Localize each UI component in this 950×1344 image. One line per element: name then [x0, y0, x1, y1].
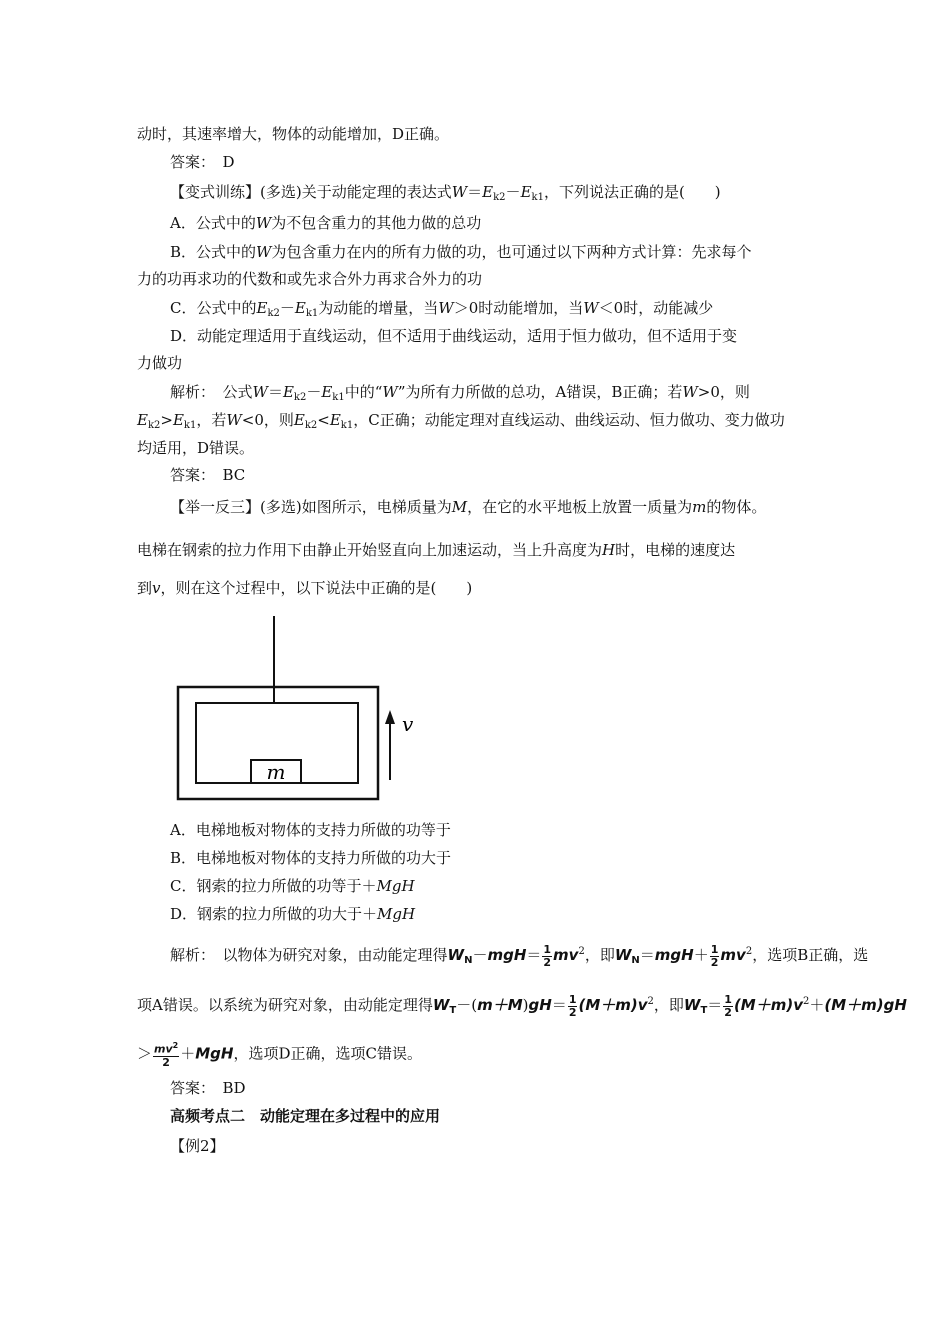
- variant-question: 【变式训练】(多选)关于动能定理的表达式$W=E_{k2}-E_{k1}$，下列说法正确的是( ): [170, 183, 721, 203]
- fraction: $\frac{1}{2}$: [710, 942, 719, 969]
- choice-c: C．钢索的拉力所做的功等于＋MgH: [170, 877, 415, 895]
- explanation-line: 均适用，D错误。: [137, 439, 255, 457]
- velocity-arrow-head: [385, 710, 395, 724]
- explanation-line: 解析： 公式$W=E_{k2}-E_{k1}$中的“W”为所有力所做的总功，A错误，B正确；若W>0，则: [170, 383, 750, 403]
- solution-line: ＞ $\frac{mv^2}{2}$ ＋MgH，选项D正确，选项C错误。: [137, 1041, 422, 1069]
- choice-a: A．电梯地板对物体的支持力所做的功等于: [170, 821, 451, 839]
- fraction: $\frac{1}{2}$: [543, 942, 552, 969]
- option-d: D．动能定理适用于直线运动，但不适用于曲线运动，适用于恒力做功，但不适用于变: [170, 327, 738, 345]
- solution-line: 项A错误。以系统为研究对象，由动能定理得$W_T-(m+M)gH=$ $\frac{1}{2}$ $(M+m)v^2$，即$W_T=$ $\frac{1}{2}$ $(M+m)v^2+(M+m)gH$: [137, 992, 907, 1019]
- text-line: 动时，其速率增大，物体的动能增加，D正确。: [137, 125, 450, 143]
- fraction: $\frac{mv^2}{2}$: [154, 1041, 179, 1069]
- option-d-cont: 力做功: [137, 354, 183, 372]
- section-heading: 高频考点二 动能定理在多过程中的应用: [170, 1107, 441, 1125]
- answer-line: 答案： D: [170, 153, 235, 171]
- option-a: A．公式中的W为不包含重力的其他力做的总功: [170, 214, 482, 232]
- answer-line: 答案： BC: [170, 466, 246, 484]
- example-question-cont: 到v，则在这个过程中，以下说法中正确的是( ): [137, 579, 473, 597]
- example-question: 【举一反三】(多选)如图所示，电梯质量为M，在它的水平地板上放置一质量为m的物体。: [170, 498, 767, 516]
- fraction: $\frac{1}{2}$: [724, 992, 732, 1019]
- elevator-diagram: [170, 614, 430, 810]
- choice-d: D．钢索的拉力所做的功大于＋MgH: [170, 905, 416, 923]
- example-question-cont: 电梯在钢索的拉力作用下由静止开始竖直向上加速运动，当上升高度为H时，电梯的速度达: [137, 541, 736, 559]
- option-c: C．公式中的$E_{k2}-E_{k1}$为动能的增量，当W＞0时动能增加，当W＜0时，动能减少: [170, 299, 714, 319]
- velocity-label: v: [402, 712, 414, 736]
- solution-line: 解析： 以物体为研究对象，由动能定理得$W_N-mgH=$ $\frac{1}{2}$ $mv^2$，即$W_N=mgH+$ $\frac{1}{2}$ $mv^2$，选项B正确，选: [170, 942, 869, 969]
- explanation-line: $E_{k2}>E_{k1}$，若W<0，则$E_{k2}<E_{k1}$，C正确；动能定理对直线运动、曲线运动、恒力做功、变力做功: [137, 411, 785, 431]
- choice-b: B．电梯地板对物体的支持力所做的功大于: [170, 849, 452, 867]
- option-b-cont: 力的功再求功的代数和或先求合外力再求合外力的功: [137, 270, 483, 288]
- answer-line: 答案： BD: [170, 1079, 246, 1097]
- fraction: $\frac{1}{2}$: [568, 992, 577, 1019]
- option-b: B．公式中的W为包含重力在内的所有力做的功，也可通过以下两种方式计算：先求每个: [170, 243, 752, 261]
- example-label: 【例2】: [170, 1137, 225, 1155]
- mass-label: m: [266, 760, 286, 784]
